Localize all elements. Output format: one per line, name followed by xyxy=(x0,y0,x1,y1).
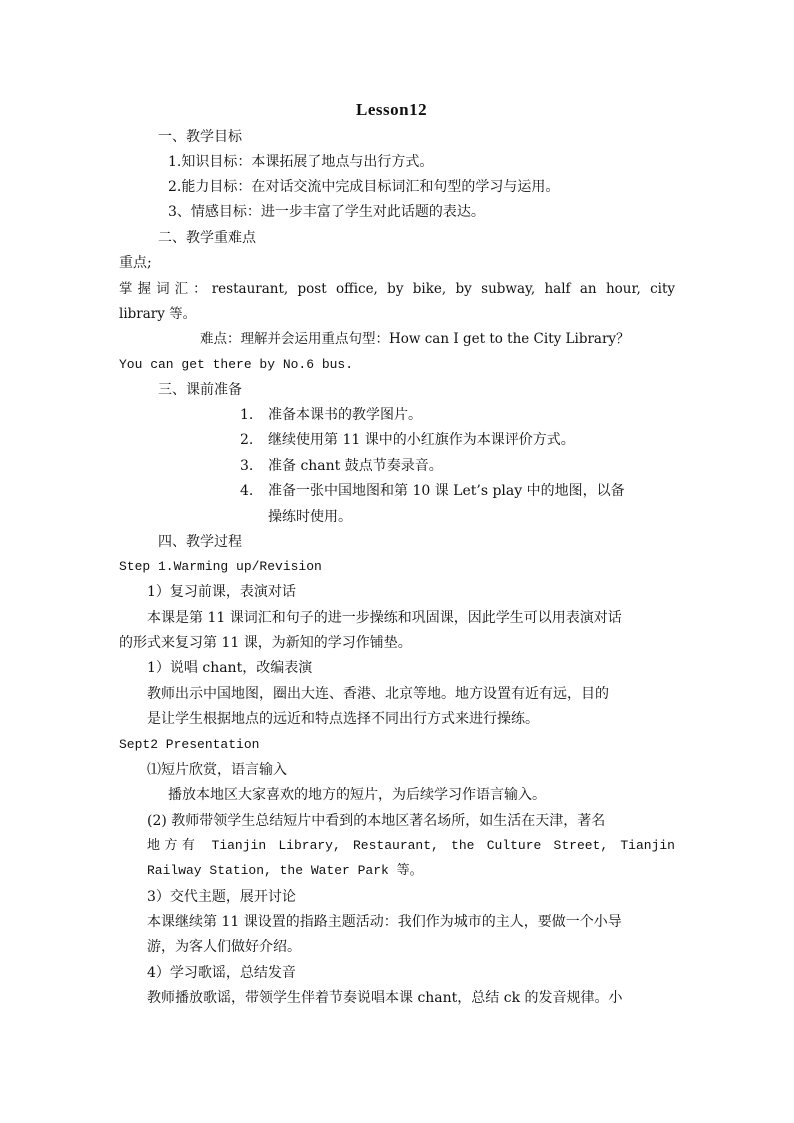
key-vocabulary-line-2: library 等。 xyxy=(119,306,197,322)
objective-knowledge: 1.知识目标：本课拓展了地点与出行方式。 xyxy=(168,154,434,170)
prep-item-4-continued: 操练时使用。 xyxy=(268,509,352,525)
step-1-sub-a: 1）复习前课，表演对话 xyxy=(147,584,296,600)
step-2-sub-c-text-2: 游，为客人们做好介绍。 xyxy=(147,939,301,955)
step-1-heading: Step 1.Warming up/Revision xyxy=(119,559,322,574)
step-2-sub-d: 4）学习歌谣，总结发音 xyxy=(147,965,296,981)
step-2-sub-c: 3）交代主题，展开讨论 xyxy=(147,889,296,905)
objective-emotion: 3、情感目标：进一步丰富了学生对此话题的表达。 xyxy=(168,204,485,220)
difficulty-line-2: You can get there by No.6 bus. xyxy=(119,357,354,372)
key-point-label: 重点; xyxy=(119,255,152,271)
prep-item-4: 4. 准备一张中国地图和第 10 课 Let’s play 中的地图，以备 xyxy=(240,483,625,499)
section-heading-process: 四、教学过程 xyxy=(158,534,242,550)
step-2-sub-a: ⑴短片欣赏，语言输入 xyxy=(147,762,287,778)
prep-item-1: 1. 准备本课书的教学图片。 xyxy=(240,407,422,423)
step-2-sub-d-text-1: 教师播放歌谣，带领学生伴着节奏说唱本课 chant，总结 ck 的发音规律。小 xyxy=(147,990,623,1006)
prep-item-2: 2. 继续使用第 11 课中的小红旗作为本课评价方式。 xyxy=(240,432,575,448)
step-2-sub-b-line-1: (2) 教师带领学生总结短片中看到的本地区著名场所，如生活在天津，著名 xyxy=(147,813,606,829)
difficulty-line-1: 难点：理解并会运用重点句型：How can I get to the City Library？ xyxy=(200,331,630,347)
step-2-sub-a-text: 播放本地区大家喜欢的地方的短片，为后续学习作语言输入。 xyxy=(168,787,546,803)
key-vocabulary-line-1: 掌握词汇：restaurant, post office, by bike, by subway, half an hour, city xyxy=(119,281,675,297)
step-2-sub-b-line-3: Railway Station, the Water Park 等。 xyxy=(147,863,423,878)
document-title: Lesson12 xyxy=(356,100,428,119)
section-heading-objectives: 一、教学目标 xyxy=(158,129,242,145)
objective-ability: 2.能力目标：在对话交流中完成目标词汇和句型的学习与运用。 xyxy=(168,179,560,195)
step-2-sub-c-text-1: 本课继续第 11 课设置的指路主题活动：我们作为城市的主人，要做一个小导 xyxy=(147,914,622,930)
section-heading-preparation: 三、课前准备 xyxy=(158,382,242,398)
section-heading-key-points: 二、教学重难点 xyxy=(158,230,256,246)
step-1-sub-b-text-2: 是让学生根据地点的远近和特点选择不同出行方式来进行操练。 xyxy=(147,711,539,727)
step-1-sub-a-text-2: 的形式来复习第 11 课，为新知的学习作铺垫。 xyxy=(119,635,412,651)
step-1-sub-b: 1）说唱 chant，改编表演 xyxy=(147,660,313,676)
step-1-sub-b-text-1: 教师出示中国地图，圈出大连、香港、北京等地。地方设置有近有远，目的 xyxy=(147,686,609,702)
prep-item-3: 3. 准备 chant 鼓点节奏录音。 xyxy=(240,458,443,474)
step-2-heading: Sept2 Presentation xyxy=(119,737,260,752)
step-1-sub-a-text-1: 本课是第 11 课词汇和句子的进一步操练和巩固课，因此学生可以用表演对话 xyxy=(147,610,622,626)
step-2-sub-b-line-2: 地方有 Tianjin Library, Restaurant, the Culture Street, Tianjin xyxy=(147,838,675,853)
